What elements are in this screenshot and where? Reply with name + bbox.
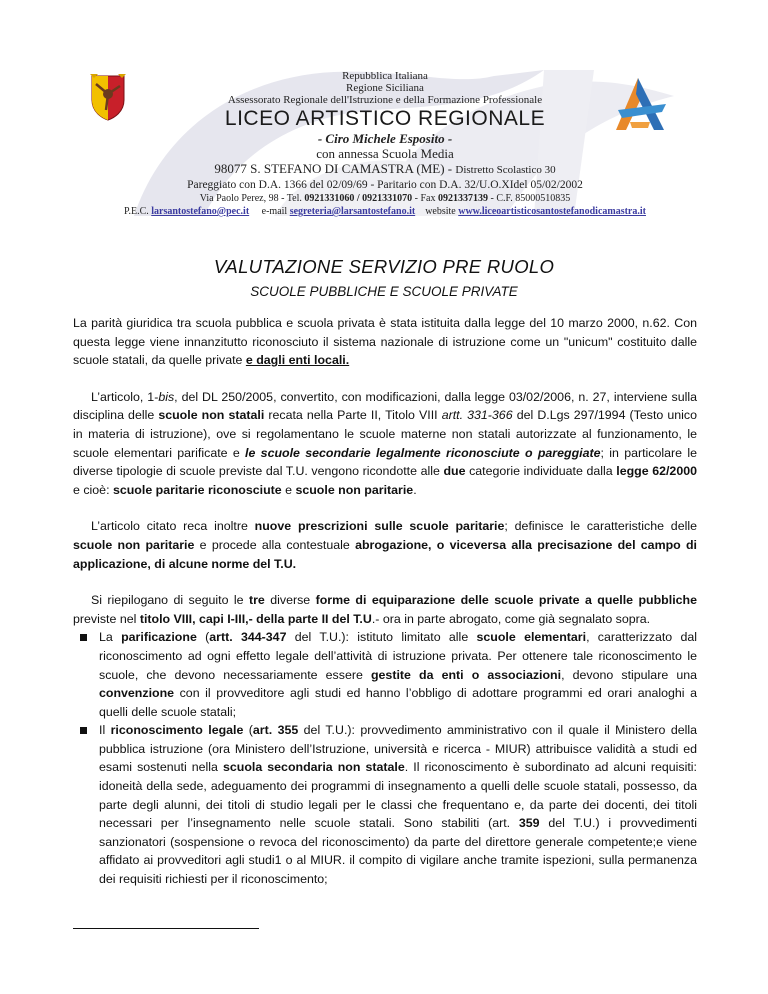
text-run: .- ora in parte abrogato, come già segnalato sopra. <box>371 611 651 626</box>
address-city-line <box>74 161 696 178</box>
text-run: parificazione <box>121 630 197 645</box>
text-run: La <box>99 630 122 645</box>
fax-number: 0921337139 <box>437 193 488 204</box>
text-run: L’articolo citato reca inoltre <box>91 519 255 534</box>
text-run: e dagli enti locali. <box>245 353 350 368</box>
text-run: titolo VIII, capi I-III,- della parte II del T.U <box>139 611 372 626</box>
equiparazione-list <box>73 628 697 888</box>
list-item <box>73 721 697 888</box>
document-subtitle: SCUOLE PUBBLICHE E SCUOLE PRIVATE <box>250 284 518 299</box>
website-label: website <box>425 206 459 217</box>
text-run: ; definisce le caratteristiche delle <box>504 519 697 534</box>
status-line: Pareggiato con D.A. 1366 del 02/09/69 - Paritario con D.A. 32/U.O.XIdel 05/02/2002 <box>187 179 583 191</box>
school-namesake: - Ciro Michele Esposito - <box>317 131 453 146</box>
text-run: e cioè: <box>73 482 113 497</box>
text-run: con il provveditore agli studi ed hanno l’obbligo di adottare programmi ed orari analoghi a quelli delle scuole statali; <box>99 686 697 719</box>
text-run: . Il riconoscimento è subordinato ad alcuni requisiti: idoneità della sede, adeguamento dei programmi di insegnamento a quelli delle scuole statali, possesso, da parte degli alunni, dei titoli di studio legali per le classi che frequentano e, da parte dei docenti, dei titoli necessari per l’insegnamento nelle scuole statali. Sono stabiliti (art. <box>99 760 697 831</box>
text-run: del D.Lgs 297/1994 (Testo unico in materia di istruzione), ove si regolamentano le scuole materne non statali autorizzate al funzionamento, le scuole elementari parificate e <box>73 408 698 460</box>
text-run: del T.U.): istituto limitato alle <box>286 630 477 645</box>
text-run: convenzione <box>99 686 175 701</box>
web-contacts-line <box>74 205 696 218</box>
text-run: riconoscimento legale <box>110 723 244 738</box>
text-run: scuole non paritarie <box>295 482 414 497</box>
text-run: La parità giuridica tra scuola pubblica e scuola privata è stata istituita dalla legge del 10 marzo 2000, n.62. Con questa legge viene innanzitutto riconosciuto il sistema nazionale di istruzione come un "unicum" costituito dalle scuole statali, da quelle private <box>73 316 697 368</box>
regione-line: Regione Siciliana <box>346 82 424 94</box>
text-run: artt. 344-347 <box>209 630 287 645</box>
contact-line <box>74 192 696 205</box>
text-run: scuole paritarie riconosciute <box>112 482 282 497</box>
paragraph-articolo <box>73 388 697 500</box>
footnote-separator <box>73 928 259 929</box>
text-run: 359 <box>518 816 540 831</box>
cf-number: - C.F. 85000510835 <box>487 193 571 204</box>
text-run: previste nel <box>73 611 140 626</box>
text-run: ; in particolare le diverse tipologie di scuole previste dal T.U. vengono ricondotte alle <box>73 445 697 479</box>
paragraph-riepilogo <box>73 591 697 628</box>
text-run: Si riepilogano di seguito le <box>91 593 249 608</box>
via-prefix: Via Paolo Perez, 98 - Tel. <box>199 193 305 204</box>
text-run: tre <box>248 593 265 608</box>
text-run: e <box>281 482 296 497</box>
pec-link[interactable]: larsantostefano@pec.it <box>151 206 250 217</box>
letterhead <box>74 66 696 218</box>
text-run: Il <box>99 723 111 738</box>
text-run: del T.U.) i provvedimenti sanzionatori (sospensione o revoca del riconoscimento) da parte del direttore generale competente;e viene affidato ai provveditori agli studi1 o al MIUR. il compito di vigilare anche tramite ispezioni, sulla permanenza dei requisiti richiesti per il riconoscimento; <box>99 816 697 887</box>
text-run: bis <box>158 389 175 404</box>
text-run: scuole elementari <box>476 630 587 645</box>
text-run: scuole non statali <box>158 408 265 423</box>
text-run: abrogazione, o viceversa alla precisazione del campo di applicazione, di alcune norme del T.U. <box>73 537 697 571</box>
text-run: L’articolo, 1- <box>91 389 159 404</box>
text-run: categorie individuate dalla <box>465 464 617 479</box>
school-name: LICEO ARTISTICO REGIONALE <box>224 107 546 130</box>
annex-line: con annessa Scuola Media <box>316 146 454 161</box>
list-item <box>73 628 697 721</box>
text-run: scuole non paritarie <box>73 537 195 552</box>
text-run: legge 62/2000 <box>616 464 697 479</box>
pec-label: P.E.C. <box>124 206 152 217</box>
text-run: recata nella Parte II, Titolo VIII <box>264 408 442 423</box>
email-label: e-mail <box>261 206 290 217</box>
text-run: gestite da enti o associazioni <box>370 667 562 682</box>
email-link[interactable]: segreteria@larsantostefano.it <box>289 206 416 217</box>
address-city: 98077 S. STEFANO DI CAMASTRA (ME) - <box>214 161 456 176</box>
text-run: forme di equiparazione delle scuole private a quelle pubbliche <box>315 593 697 608</box>
document-title: VALUTAZIONE SERVIZIO PRE RUOLO <box>213 256 555 277</box>
paragraph-parita <box>73 314 697 370</box>
text-run: scuola secondaria non statale <box>222 760 405 775</box>
tel-number: 0921331060 / 0921331070 <box>304 193 413 204</box>
assessorato-line: Assessorato Regionale dell'Istruzione e della Formazione Professionale <box>227 94 543 106</box>
text-run: ( <box>243 723 253 738</box>
text-run: , caratterizzato dal riconoscimento ad ogni effetto legale dell’attività di istruzione privata. Per ottenere tale riconoscimento le scuole, che devono necessariamente essere <box>99 630 698 682</box>
fax-prefix: - Fax <box>412 193 438 204</box>
document-body <box>73 314 697 889</box>
square-bullet-icon <box>80 634 87 641</box>
text-run: artt. 331-366 <box>441 408 513 423</box>
text-run: . <box>413 482 417 497</box>
district: Distretto Scolastico 30 <box>455 164 556 176</box>
text-run: del T.U.): provvedimento amministrativo con il quale il Ministero della pubblica istruzione (ora Ministero dell’Istruzione, università e ricerca - MIUR) attribuisce validità a studi ed esami sostenuti nella <box>99 723 697 775</box>
text-run: art. 355 <box>252 723 299 738</box>
repubblica-line: Repubblica Italiana <box>342 70 428 82</box>
text-run: , devono stipulare una <box>561 667 697 682</box>
square-bullet-icon <box>80 727 87 734</box>
paragraph-prescrizioni <box>73 517 697 573</box>
text-run: ( <box>196 630 210 645</box>
text-run: due <box>443 464 466 479</box>
text-run: , del DL 250/2005, convertito, con modificazioni, dalla legge 03/02/2006, n. 27, interviene sulla disciplina delle <box>73 389 697 423</box>
text-run: le scuole secondarie legalmente riconosciute o pareggiate <box>245 445 601 460</box>
text-run: nuove prescrizioni sulle scuole paritarie <box>254 519 505 534</box>
website-link[interactable]: www.liceoartisticosantostefanodicamastra.it <box>458 206 646 217</box>
text-run: diverse <box>264 593 316 608</box>
text-run: e procede alla contestuale <box>194 537 356 552</box>
